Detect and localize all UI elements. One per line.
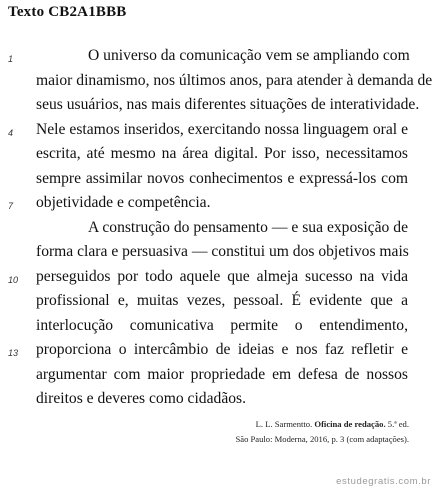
text-line	[36, 142, 408, 167]
line-text: A construção do pensamento — e sua exposição de	[88, 218, 408, 236]
line-number: 7	[8, 201, 14, 211]
citation-line-1	[235, 417, 409, 432]
citation-edition: 5.ª ed.	[387, 419, 409, 429]
text-line	[8, 118, 408, 143]
line-number: 10	[8, 274, 19, 285]
line-text: sempre assimilar novos conhecimentos e expressá-los com	[36, 169, 408, 187]
citation-publisher: São Paulo: Moderna, 2016, p. 3 (com adaptações).	[235, 434, 409, 444]
line-text: escrita, até mesmo na área digital. Por isso, necessitamos	[36, 145, 408, 162]
line-text: argumentar com maior propriedade em defesa de nossos	[36, 365, 408, 383]
line-text: maior dinamismo, nos últimos anos, para atender à demanda de	[36, 71, 433, 89]
line-text: O universo da comunicação vem se ampliando com	[88, 47, 410, 64]
text-line	[36, 363, 408, 388]
line-text: seus usuários, nas mais diferentes situações de interatividade.	[36, 96, 420, 113]
line-text: forma clara e persuasiva — constitui um dos objetivos mais	[36, 243, 409, 260]
citation	[235, 417, 409, 447]
line-text: proporciona o intercâmbio de ideias e nos faz refletir e	[36, 341, 408, 358]
citation-book: Oficina de redação.	[314, 419, 386, 429]
text-line	[8, 44, 410, 69]
line-number: 4	[8, 127, 14, 138]
text-line	[36, 314, 408, 339]
line-text: perseguidos por todo aquele que almeja sucesso na vida	[36, 267, 408, 285]
text-line	[36, 240, 408, 265]
line-text: direitos e deveres como cidadãos.	[36, 390, 247, 407]
line-text: objetividade e competência.	[36, 194, 211, 211]
text-line	[8, 191, 408, 216]
line-number: 1	[8, 54, 14, 64]
text-line	[36, 216, 408, 241]
text-line	[36, 69, 433, 94]
line-number: 13	[8, 348, 19, 358]
line-text: interlocução comunicativa permite o entendimento,	[36, 316, 408, 334]
text-line	[8, 338, 408, 363]
text-line	[36, 93, 420, 118]
text-line	[36, 167, 408, 192]
text-title: Texto CB2A1BBB	[8, 4, 127, 20]
watermark: estudegratis.com.br	[336, 476, 431, 487]
text-line	[36, 289, 408, 314]
citation-author: L. L. Sarmentto.	[255, 419, 313, 429]
text-body	[8, 44, 433, 412]
text-line	[36, 387, 408, 412]
text-line	[8, 265, 408, 290]
line-text: Nele estamos inseridos, exercitando nossa linguagem oral e	[36, 120, 408, 138]
line-text: profissional e, muitas vezes, pessoal. É evidente que a	[36, 292, 408, 309]
